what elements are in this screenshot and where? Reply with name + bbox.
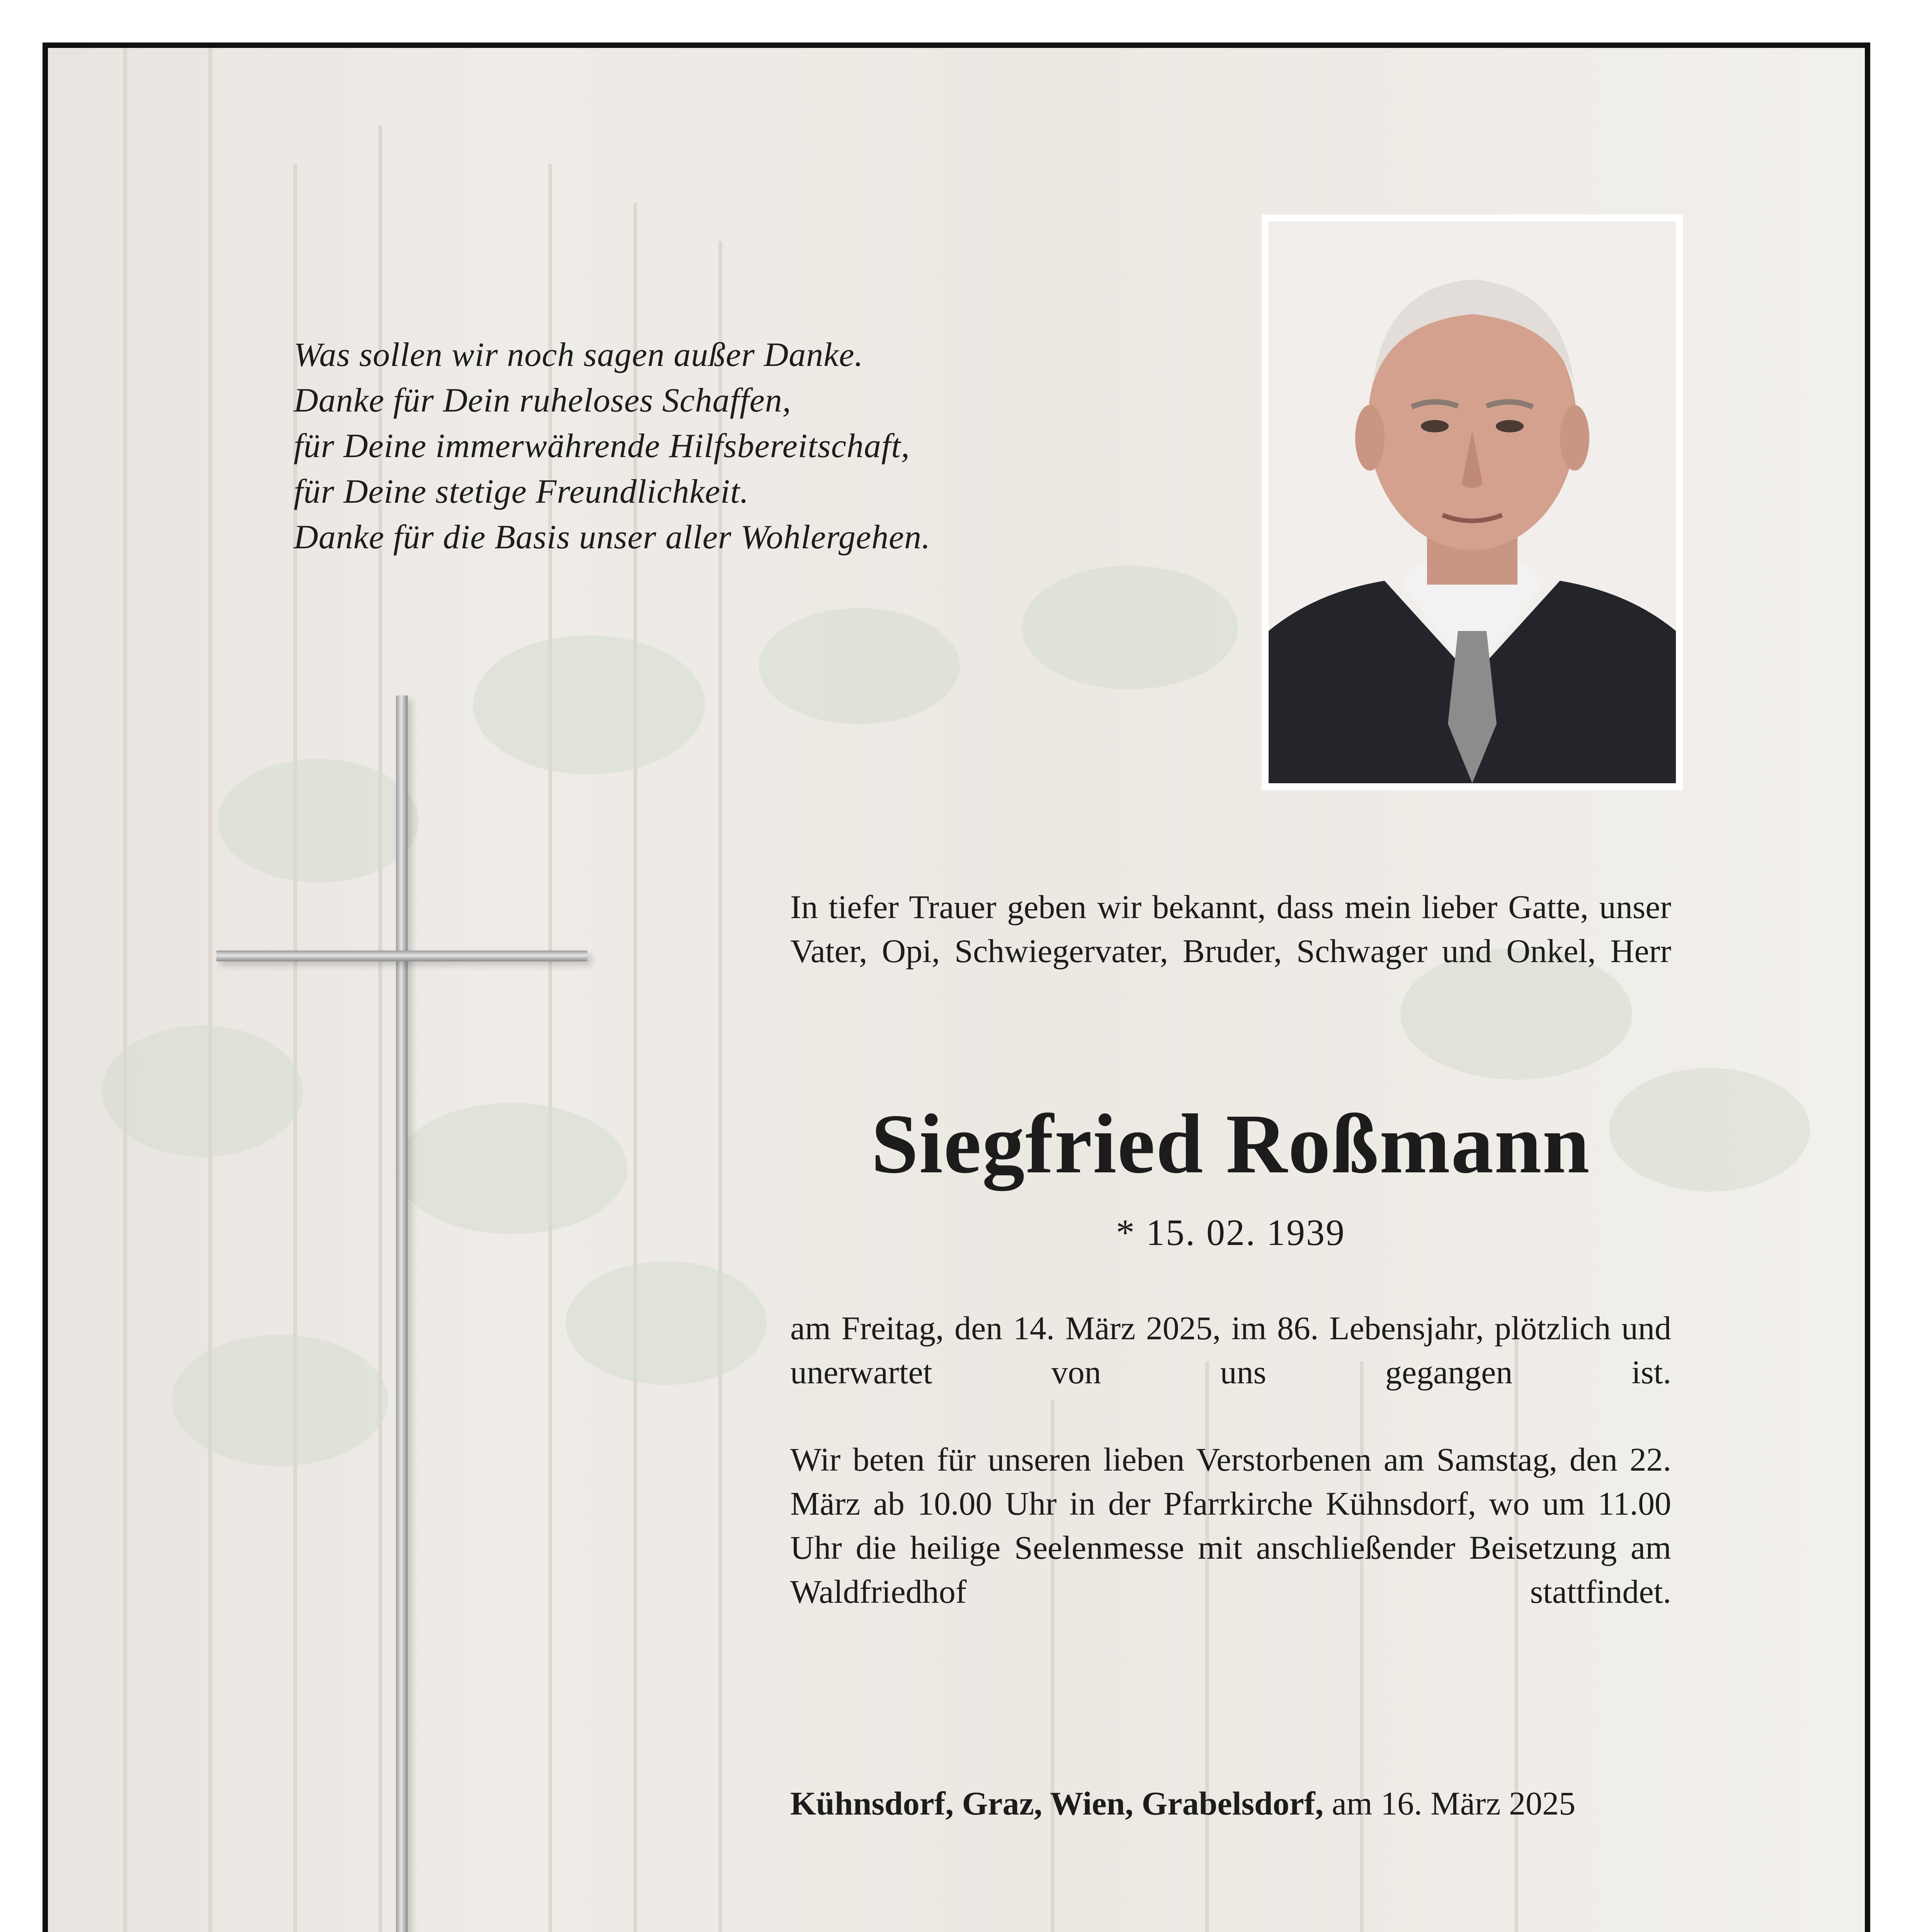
memorial-poem (294, 332, 1105, 560)
place-date-line (790, 1781, 1671, 1825)
service-notice: Wir beten für unseren lieben Verstorbenen am Samstag, den 22. März ab 10.00 Uhr in der Pfarrkirche Kühnsdorf, wo um 11.00 Uhr die heilige Seelenmesse mit anschließender Beisetzung am Waldfriedhof stattfindet. (790, 1441, 1671, 1610)
places: Kühnsdorf, Graz, Wien, Grabelsdorf, (790, 1785, 1324, 1822)
deceased-name: Siegfried Roßmann (871, 1097, 1590, 1191)
poem-line: Danke für Dein ruheloses Schaffen, (294, 382, 791, 419)
poem-line: Danke für die Basis unser aller Wohlergehen. (294, 519, 931, 556)
latin-cross-icon (216, 951, 587, 961)
notice-date: am 16. März 2025 (1332, 1785, 1576, 1822)
poem-line: für Deine immerwährende Hilfsbereitschaft, (294, 427, 910, 465)
death-notice: am Freitag, den 14. März 2025, im 86. Lebensjahr, plötzlich und unerwartet von uns gegangen ist. (790, 1310, 1671, 1391)
poem-line: Was sollen wir noch sagen außer Danke. (294, 336, 864, 374)
poem-line: für Deine stetige Freundlichkeit. (294, 473, 749, 510)
latin-cross-icon (396, 696, 408, 1932)
announcement-text: In tiefer Trauer geben wir bekannt, dass mein lieber Gatte, unser Vater, Opi, Schwiegervater, Bruder, Schwager und Onkel, Herr (790, 888, 1671, 969)
portrait-photo (1262, 214, 1683, 790)
birth-date: * 15. 02. 1939 (1116, 1212, 1345, 1253)
